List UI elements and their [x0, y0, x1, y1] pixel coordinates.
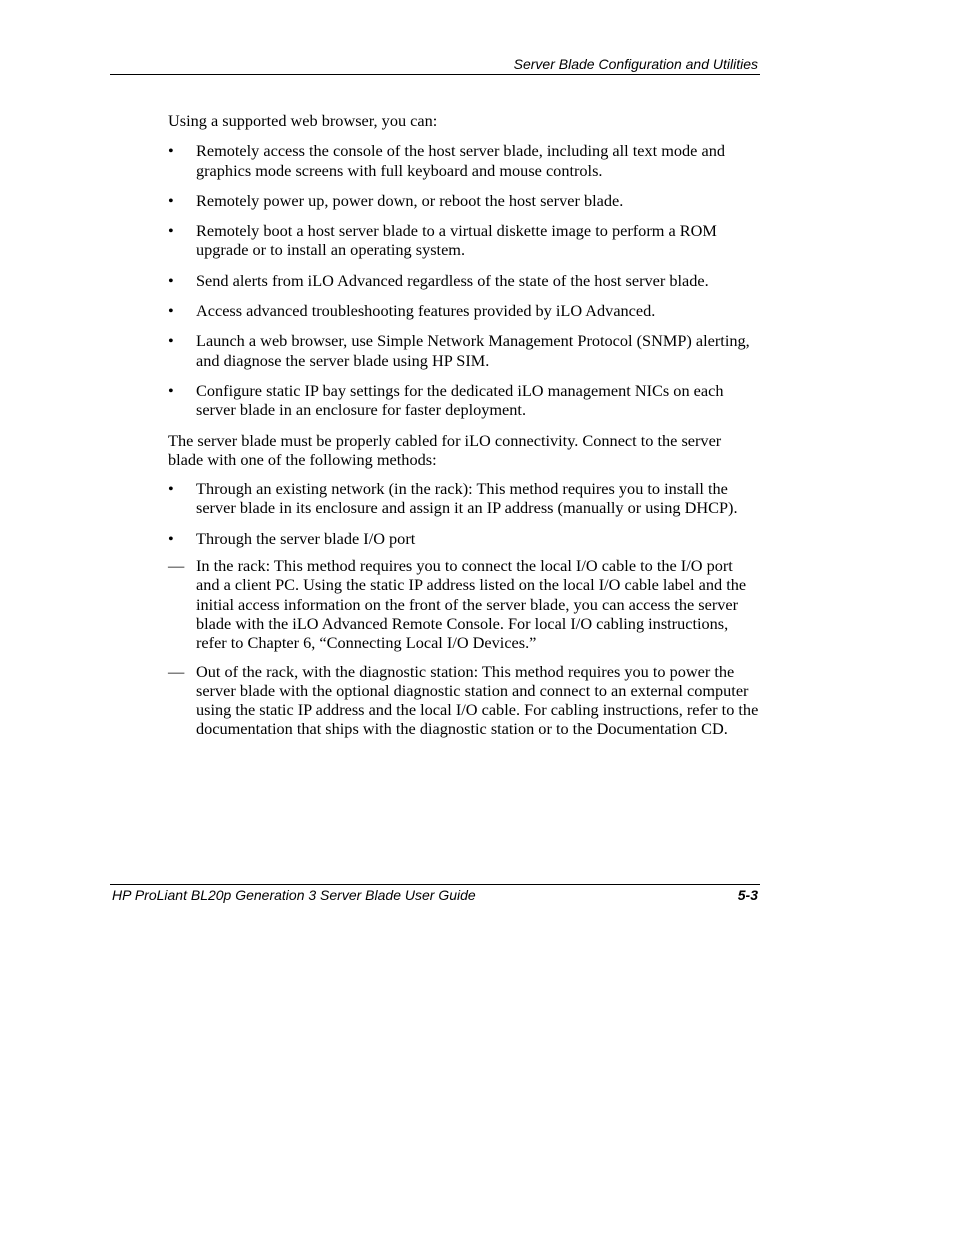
header-divider	[110, 74, 760, 75]
list-item	[168, 529, 760, 548]
list-item	[168, 331, 760, 370]
list-item-text: Out of the rack, with the diagnostic station: This method requires you to power the server blade with the optional diagnostic station and connect to an external computer using the static IP address and the local I/O cable. For cabling instructions, refer to the documentation that ships with the diagnostic station or to the Documentation CD.	[196, 661, 759, 739]
list-item-text: Through an existing network (in the rack): This method requires you to install the server blade in its enclosure and assign it an IP address (manually or using DHCP).	[196, 479, 738, 518]
list-item-text: In the rack: This method requires you to connect the local I/O cable to the I/O port and a client PC. Using the static IP address listed on the local I/O cable label and the initial access information on the front of the server blade, you can access the server blade with the iLO Advanced Remote Console. For local I/O cabling instructions, refer to Chapter 6, “Connecting Local I/O Devices.”	[196, 556, 747, 653]
bullet-marker: •	[168, 479, 174, 499]
list-item	[168, 271, 760, 290]
dash-marker: —	[168, 556, 185, 576]
bullet-marker: •	[168, 380, 174, 400]
list-item	[168, 191, 760, 210]
list-item	[168, 662, 760, 739]
page-number: 5-3	[737, 887, 758, 903]
bullet-marker: •	[168, 190, 174, 210]
bullet-marker: •	[168, 270, 174, 290]
list-item-text: Access advanced troubleshooting features provided by iLO Advanced.	[196, 301, 656, 321]
list-item-text: Through the server blade I/O port	[196, 528, 416, 548]
list-item-text: Remotely access the console of the host server blade, including all text mode and graphics mode screens with full keyboard and mouse controls.	[196, 141, 725, 180]
bullet-marker: •	[168, 331, 174, 351]
bullet-marker: •	[168, 301, 174, 321]
list-item	[168, 479, 760, 518]
list-item	[168, 141, 760, 180]
dash-marker: —	[168, 661, 185, 681]
page-body	[168, 111, 760, 748]
list-item	[168, 381, 760, 420]
bullet-marker: •	[168, 221, 174, 241]
list-item-text: Configure static IP bay settings for the dedicated iLO management NICs on each server blade in an enclosure for faster deployment.	[196, 380, 724, 420]
list-item-text: Send alerts from iLO Advanced regardless of the state of the host server blade.	[196, 270, 709, 290]
footer-guide-title: HP ProLiant BL20p Generation 3 Server Blade User Guide	[112, 887, 476, 903]
list-item-text: Launch a web browser, use Simple Network Management Protocol (SNMP) alerting, and diagnose the server blade using HP SIM.	[196, 331, 750, 370]
intro-paragraph: Using a supported web browser, you can:	[168, 111, 438, 130]
list-item	[168, 301, 760, 320]
connection-method-list	[168, 479, 760, 548]
list-item	[168, 556, 760, 652]
bullet-marker: •	[168, 141, 174, 161]
list-item	[168, 221, 760, 260]
list-item-text: Remotely power up, power down, or reboot the host server blade.	[196, 190, 624, 210]
connectivity-paragraph: The server blade must be properly cabled for iLO connectivity. Connect to the server blade with one of the following methods:	[168, 430, 722, 469]
capability-list	[168, 141, 760, 419]
running-header-title: Server Blade Configuration and Utilities	[513, 56, 758, 72]
list-item-text: Remotely boot a host server blade to a virtual diskette image to perform a ROM upgrade or to install an operating system.	[196, 221, 717, 260]
footer-divider	[110, 884, 760, 885]
io-port-submethod-list	[168, 556, 760, 739]
bullet-marker: •	[168, 528, 174, 548]
